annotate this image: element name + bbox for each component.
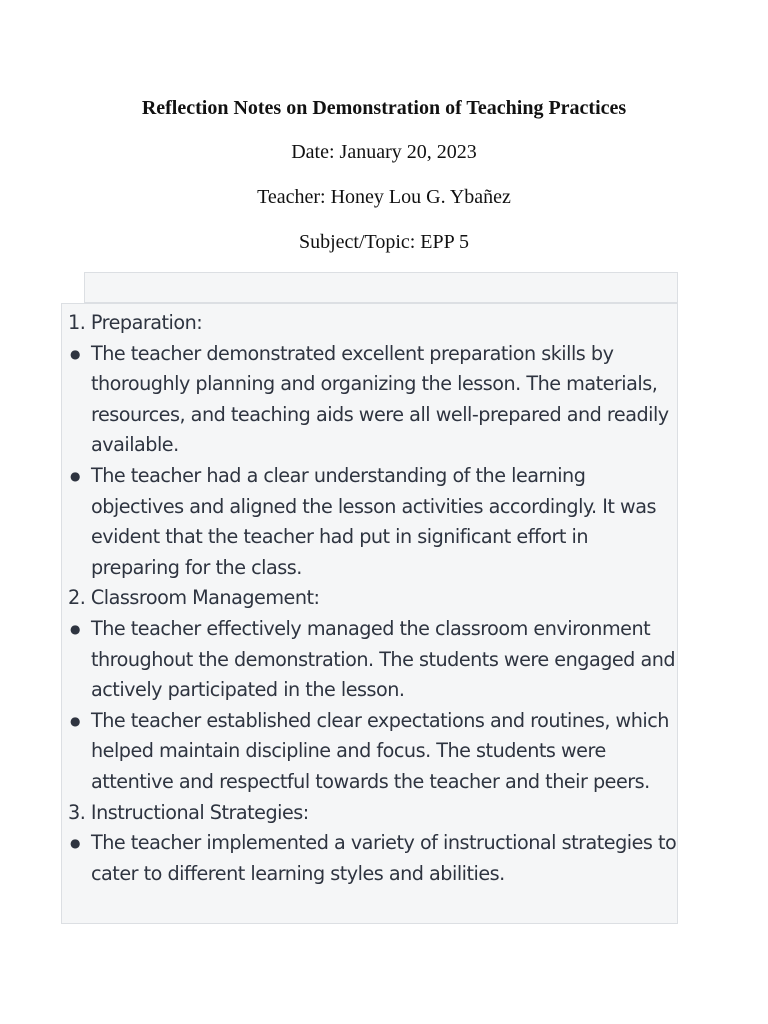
subject-line: Subject/Topic: EPP 5 bbox=[298, 231, 470, 253]
document-title: Reflection Notes on Demonstration of Teaching Practices bbox=[141, 97, 627, 119]
list-item bbox=[68, 828, 677, 889]
section-heading-instructional-strategies: 3. Instructional Strategies: bbox=[68, 800, 309, 824]
section-heading-preparation: 1. Preparation: bbox=[68, 311, 203, 334]
teacher-line: Teacher: Honey Lou G. Ybañez bbox=[257, 186, 511, 208]
list-item-text: The teacher effectively managed the classroom environment throughout the demonstration. The students were engaged and actively participated in the lesson. bbox=[91, 616, 676, 702]
list-item bbox=[68, 339, 677, 461]
list-item bbox=[68, 461, 677, 583]
bullet-icon: ● bbox=[70, 836, 80, 851]
bullet-icon: ● bbox=[70, 713, 80, 728]
list-item-text: The teacher established clear expectations and routines, which helped maintain discipline and focus. The students were attentive and respectful towards the teacher and their peers. bbox=[91, 708, 669, 793]
notes-table-cell bbox=[61, 303, 678, 924]
list-item-text: The teacher demonstrated excellent preparation skills by thoroughly planning and organizing the lesson. The materials, resources, and teaching aids were all well-prepared and readily available. bbox=[91, 341, 669, 457]
section-heading-classroom-management: 2. Classroom Management: bbox=[68, 586, 320, 610]
list-item bbox=[68, 614, 677, 706]
list-item-text: The teacher had a clear understanding of the learning objectives and aligned the lesson activities accordingly. It was evident that the teacher had put in significant effort in preparing for the class. bbox=[91, 463, 656, 579]
list-item bbox=[68, 706, 677, 798]
bullet-icon: ● bbox=[70, 468, 80, 483]
date-line: Date: January 20, 2023 bbox=[291, 141, 477, 163]
list-item-text: The teacher implemented a variety of instructional strategies to cater to different learning styles and abilities. bbox=[91, 831, 677, 885]
table-header-cell bbox=[84, 272, 678, 303]
bullet-icon: ● bbox=[70, 346, 80, 361]
bullet-icon: ● bbox=[70, 621, 80, 636]
